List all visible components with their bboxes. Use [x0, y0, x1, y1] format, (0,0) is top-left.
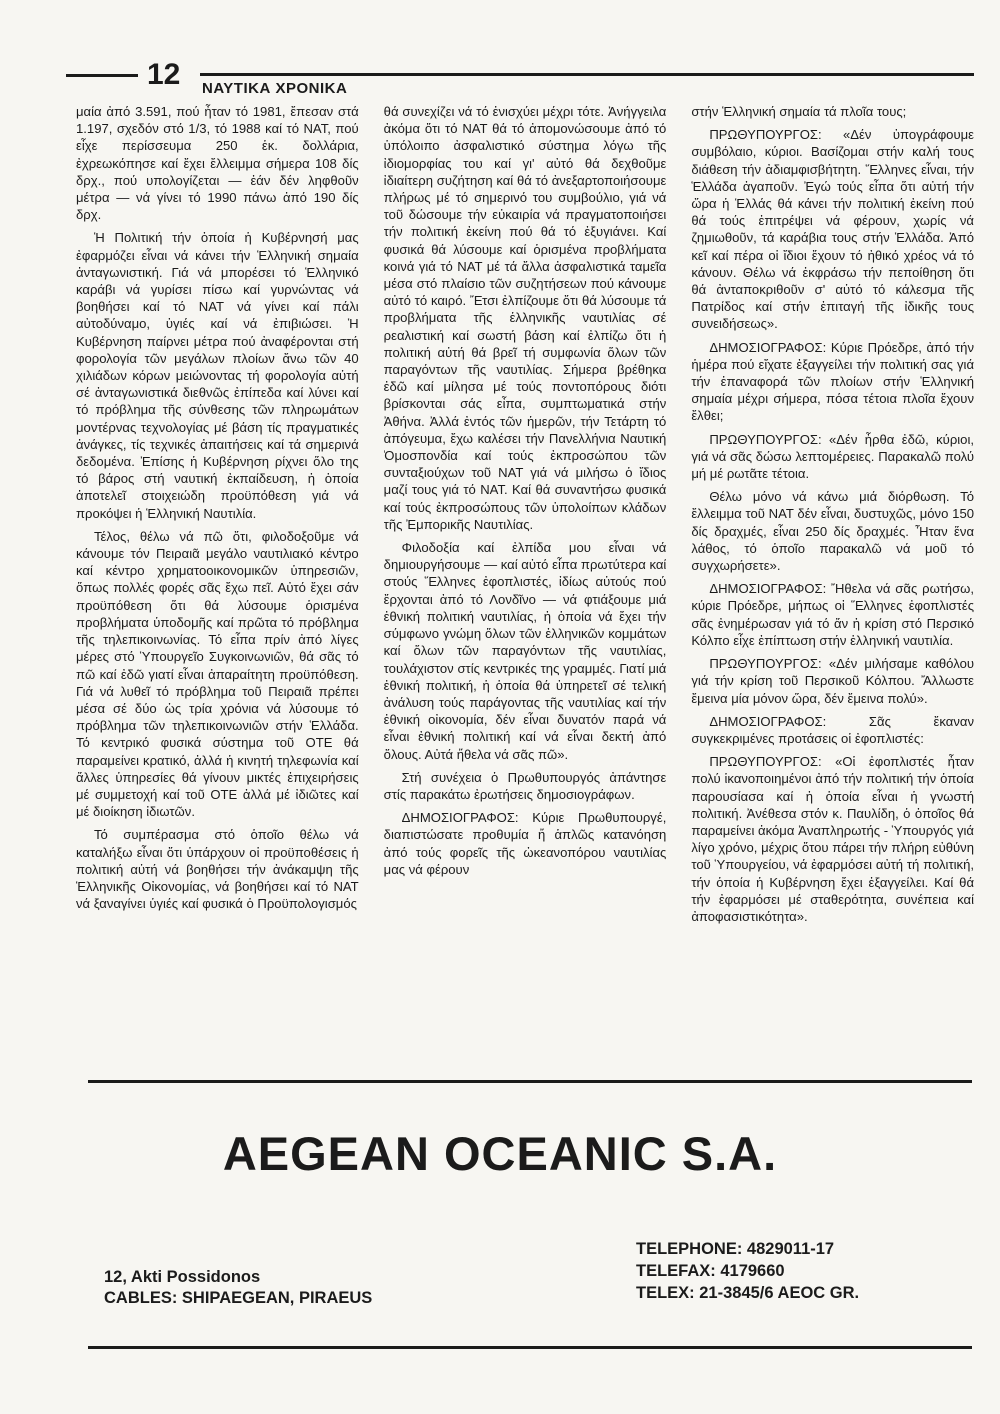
paragraph: θά συνεχίζει νά τό ἐνισχύει μέχρι τότε. Ἀνήγγειλα ἀκόμα ὅτι τό ΝΑΤ θά τό ἀπομονώσουμε ἀπό τό ὑπόλοιπο ἀσφαλιστικό σύστημα λόγω τῆς ἰδιομορφίας του καί γι' αὐτό θά δεχθοῦμε ἰδιαίτερη συζήτηση καί θά τό ἀνεξαρτοποιήσουμε πλήρως μέ τό σημερινό του συμβούλιο, γιά νά τοῦ δώσουμε τήν εὐκαιρία νά πραγματοποιήσει τήν πολιτική ἐκείνη πού θά τό ἐξυγιάνει. Καί φυσικά θά λύσουμε καί ὁρισμένα προβλήματα κοινά γιά τό ΝΑΤ μέ τά ἄλλα ἀσφαλιστικά ταμεῖα μέσα στό πλαίσιο τῶν συζητήσεων πού κάνουμε αὐτό τό καιρό. Ἔτσι ἐλπίζουμε ὅτι θά λύσουμε τά προβλήματα τῆς ἑλληνικῆς ναυτιλίας σέ ρεαλιστική καί σωστή βάση καί ἐλπίζω ὅτι ἡ πολιτική αὐτή θά βρεῖ τή συμφωνία ὅλων τῶν παραγόντων τῆς ναυτιλίας. Σήμερα βρέθηκα ἐδῶ καί μίλησα μέ τούς ποντοπόρους διότι βρίσκονται σάς εἶπα, συμπτωματικά στήν Ἀθήνα. Ἀλλά ἐντός τῶν ἡμερῶν, τήν Τετάρτη τό ἀπόγευμα, ἔχω καλέσει τήν Πανελλήνια Ναυτική Ὁμοσπονδία καί τούς ἐκπροσώπου τῶν συνταξιούχων τοῦ ΝΑΤ γιά νά μιλήσω ὁ ἴδιος μαζί τους γιά τό ΝΑΤ. Καί θά συναντήσω φυσικά καί τούς ἐκπροσώπους τῶν ὑπολοίπων κλάδων τῆς Ἐμπορικῆς Ναυτιλίας. [383, 104, 667, 532]
paragraph: Θέλω μόνο νά κάνω μιά διόρθωση. Τό ἔλλειμμα τοῦ ΝΑΤ δέν εἶναι, δυστυχῶς, μόνο 150 δίς δραχμές, εἶναι 250 δίς δραχμές. Ἦταν ἕνα λάθος, τό ὁποῖο παρακαλῶ νά μοῦ τό συγχωρήσετε». [691, 489, 975, 574]
paragraph: ΠΡΩΘΥΠΟΥΡΓΟΣ: «Δέν ὑπογράφουμε συμβόλαιο, κύριοι. Βασίζομαι στήν καλή τους διάθεση τήν ἀδιαμφισβήτητη. Ἕλληνες εἶναι, τήν Ἑλλάδα ἀγαποῦν. Ἐγώ τούς εἶπα ὅτι αὐτή τήν ὥρα ἡ Ἑλλάς θά κάνει τήν πολιτική ἐκείνη πού θά τούς ἐπιτρέψει νά φέρουν, χωρίς νά ζημιωθοῦν, τά καράβια τους στήν Ἑλλάδα. Ἀπό κεῖ καί πέρα οἱ ἴδιοι ἔχουν τό ἠθικό χρέος νά τό κάνουν. Θέλω νά ἐκφράσω τήν πεποίθηση ὅτι θά ἀνταποκριθοῦν σ' αὐτό τό κάλεσμα τῆς Πατρίδος καί στήν ἐπιταγή τῆς ἰδικῆς τους συνειδήσεως». [691, 127, 975, 332]
telefax: TELEFAX: 4179660 [636, 1262, 785, 1280]
article-column-2 [384, 103, 667, 1070]
paragraph: ΔΗΜΟΣΙΟΓΡΑΦΟΣ: Σᾶς ἔκαναν συγκεκριμένες προτάσεις οἱ ἐφοπλιστές: [691, 713, 975, 746]
paragraph: ΠΡΩΘΥΠΟΥΡΓΟΣ: «Δέν μιλήσαμε καθόλου γιά τήν κρίση τοῦ Περσικοῦ Κόλπου. Ἄλλωστε ἔμεινα μία μόνον ὥρα, δέν ἔμεινα πολύ». [691, 656, 975, 706]
paragraph: ΠΡΩΘΥΠΟΥΡΓΟΣ: «Δέν ἦρθα ἐδῶ, κύριοι, γιά νά σᾶς δώσω λεπτομέρειες. Παρακαλῶ πολύ μή μέ ρωτᾶτε τέτοια. [691, 431, 975, 482]
ad-rule-top [88, 1080, 972, 1083]
paragraph: Φιλοδοξία καί ἐλπίδα μου εἶναι νά δημιουργήσουμε — καί αὐτό εἶπα πρωτύτερα καί στούς Ἕλληνες ἐφοπλιστές, ἰδίως αὐτούς πού ἔρχονται ἀπό τό Λονδῖνο — νά φτιάξουμε μιά ἐθνική πολιτική ναυτιλίας, ἡ ὁποία νά ἔχει τήν σύμφωνο γνώμη ὅλων τῶν ἑλληνικῶν κομμάτων καί ὅλων τῶν παραγόντων τῆς ναυτιλίας, τουλάχιστον στίς κεντρικές της γραμμές. Γιατί μιά ἐθνική πολιτική, ἡ ὁποία θά ὑπηρετεῖ σέ τελική ἀνάλυση τούς παράγοντας τῆς ναυτιλίας καί τήν ἐθνική οἰκονομία, δέν εἶναι δυνατόν παρά νά εἶναι ἐθνική πολιτική καί νά εἶναι δεκτή ἀπό ὅλους. Αὐτά ἤθελα νά σᾶς πῶ». [383, 540, 667, 762]
article-column-3 [691, 103, 974, 1070]
page-number: 12 [147, 58, 181, 91]
paragraph: ΔΗΜΟΣΙΟΓΡΑΦΟΣ: Ἤθελα νά σᾶς ρωτήσω, κύριε Πρόεδρε, μήπως οἱ Ἕλληνες ἐφοπλιστές σᾶς ἐνημέρωσαν γιά τό ἄν ἡ κρίση στό Περσικό Κόλπο εἶχε ἐπίπτωση στήν ἑλληνική ναυτιλία. [691, 581, 975, 648]
paragraph: Στή συνέχεια ὁ Πρωθυπουργός ἀπάντησε στίς παρακάτω ἐρωτήσεις δημοσιογράφων. [383, 769, 667, 802]
company-address [104, 1267, 372, 1309]
ad-rule-bottom [88, 1346, 972, 1349]
cables-line: CABLES: SHIPAEGEAN, PIRAEUS [104, 1289, 373, 1307]
paragraph: ΔΗΜΟΣΙΟΓΡΑΦΟΣ: Κύριε Πρόεδρε, ἀπό τήν ἡμέρα πού εἴχατε ἐξαγγείλει τήν πολιτική σας γιά τήν ἐπαναφορά τῶν πλοίων στήν Ἑλληνική σημαία μέχρι σήμερα, πόσα τέτοια πλοῖα ἔχουν ἔλθει; [691, 339, 975, 424]
paragraph: ΔΗΜΟΣΙΟΓΡΑΦΟΣ: Κύριε Πρωθυπουργέ, διαπιστώσατε προθυμία ἤ ἁπλῶς κατανόηση ἀπό τούς φορεῖς τῆς ὠκεανοπόρου ναυτιλίας μας νά φέρουν [383, 810, 667, 877]
address-line: 12, Akti Possidonos [104, 1268, 261, 1286]
magazine-title: ΝΑΥΤΙΚΑ ΧΡΟΝΙΚΑ [202, 80, 348, 97]
telephone: TELEPHONE: 4829011-17 [636, 1240, 835, 1258]
telex: TELEX: 21-3845/6 AEOC GR. [636, 1284, 860, 1302]
article-body [76, 103, 974, 1070]
paragraph: Ἡ Πολιτική τήν ὁποία ἡ Κυβέρνησή μας ἐφαρμόζει εἶναι νά κάνει τήν Ἑλληνική σημαία ἀνταγωνιστική. Γιά νά μπορέσει τό Ἑλληνικό καράβι νά γυρίσει πίσω καί γυρνώντας νά βοηθήσει καί τό ΝΑΤ νά γίνει καί πάλι αὐτοδύναμο, ὑγιές καί νά ἐπιβιώσει. Ἡ Κυβέρνηση παίρνει μέτρα πού ἀναφέρονται στή φορολογία τῶν μεγάλων πλοίων ἄνω τῶν 40 χιλιάδων κόρων μειώνοντας τή φορολογία αὐτή σέ ἀνταγωνιστικά διεθνῶς ἐπίπεδα καί λύνει καί τό πρόβλημα τῆς σύνθεσης τῶν πληρωμάτων μοντέρνας τεχνολογίας μέ βάση τίς πραγματικές ἀνάγκες, τίς τεχνικές ἀπαιτήσεις καί τά σημερινά δεδομένα. Ἐπίσης ἡ Κυβέρνηση ρίχνει ὅλο της τό βάρος στή ναυτική ἐκπαίδευση, ἡ ὁποία ἀποτελεῖ στοιχειώδη προϋπόθεση γιά νά προκόψει ἡ Ἑλληνική Ναυτιλία. [76, 230, 359, 521]
company-contact [636, 1238, 859, 1304]
paragraph: ΠΡΩΘΥΠΟΥΡΓΟΣ: «Οἱ ἐφοπλιστές ἦταν πολύ ἱκανοποιημένοι ἀπό τήν πολιτική τήν ὁποία παρουσίασα καί ἡ ὁποία εἶναι ἡ γνωστή πολιτική. Ἀνέθεσα στόν κ. Παυλίδη, ὁ ὁποῖος θά παραμείνει ἀκόμα Ἀναπληρωτής - Ὑπουργός γιά λίγο χρόνο, μέχρις ὅτου πάρει τήν πλήρη εὐθύνη τοῦ Ὑπουργείου, νά ἐφαρμόσει αὐτή τή πολιτική, τήν ὁποία ἡ Κυβέρνηση ἔχει ἐξαγγείλει. Καί θά τήν ἐφαρμόσει μέ σταθερότητα, συνέπεια καί ἀποφασιστικότητα». [691, 754, 975, 924]
header-rule-left [66, 74, 138, 77]
paragraph: μαία ἀπό 3.591, πού ἦταν τό 1981, ἔπεσαν στά 1.197, σχεδόν στό 1/3, τό 1988 καί τό ΝΑΤ, πού εἶχε περίσσευμα 250 ἑκ. δολλάρια, ἐχρεωκόπησε καί ἔχει ἔλλειμμα σήμερα 108 δίς δρχ., πού υπολογίζεται — ἐάν δέν ληφθοῦν μέτρα — νά γίνει τό 1990 πάνω ἀπό 190 δίς δρχ. [76, 104, 359, 223]
company-name: AEGEAN OCEANIC S.A. [222, 1127, 778, 1180]
header-rule-right [200, 73, 974, 76]
paragraph: στήν Ἑλληνική σημαία τά πλοῖα τους; [691, 104, 907, 119]
paragraph: Τέλος, θέλω νά πῶ ὅτι, φιλοδοξοῦμε νά κάνουμε τόν Πειραιᾶ μεγάλο ναυτιλιακό κέντρο καί κέντρο χρηματοοικονομικῶν ὑπηρεσιῶν, ὅπως πολλές φορές σᾶς ἔχω πεῖ. Αὐτό ἔχει σάν προϋπόθεση ὅτι θά λύσουμε ὁρισμένα προβλήματα ὑποδομῆς καί πρῶτα τό πρόβλημα τῆς τηλεπικοινωνίας. Τό εἶπα πρίν ἀπό λίγες μέρες στό Ὑπουργεῖο Συγκοινωνιῶν, θά σᾶς τό πῶ καί ἐδῶ γιατί εἶναι ἀπαραίτητη προϋπόθεση. Γιά νά λυθεῖ τό πρόβλημα τοῦ Πειραιᾶ πρέπει μέσα σέ δύο ὡς τρία χρόνια νά λύσουμε τό πρόβλημα τῶν τηλεπικοινωνιῶν στήν Ἑλλάδα. Τό κεντρικό φυσικά σύστημα τοῦ ΟΤΕ θά παραμείνει κρατικό, ἀλλά ἡ κινητή τηλεφωνία καί ἄλλες ὑπηρεσίες θά γίνουν μικτές ἐπιχειρήσεις μέ συμμετοχή καί τοῦ ΟΤΕ ἀλλά μέ ἰδιῶτες καί μέ διοίκηση ἰδιωτῶν. [76, 528, 359, 820]
paragraph: Τό συμπέρασμα στό ὁποῖο θέλω νά καταλήξω εἶναι ὅτι ὑπάρχουν οἱ προϋποθέσεις ἡ πολιτική αὐτή νά βοηθήσει τήν ἀνάκαμψη τῆς Ἑλληνικῆς Οἰκονομίας, νά βοηθήσει καί τό ΝΑΤ νά ξαναγίνει ὑγιές καί φυσικά ὁ Προϋπολογισμός [76, 827, 359, 912]
article-column-1 [76, 103, 359, 1070]
